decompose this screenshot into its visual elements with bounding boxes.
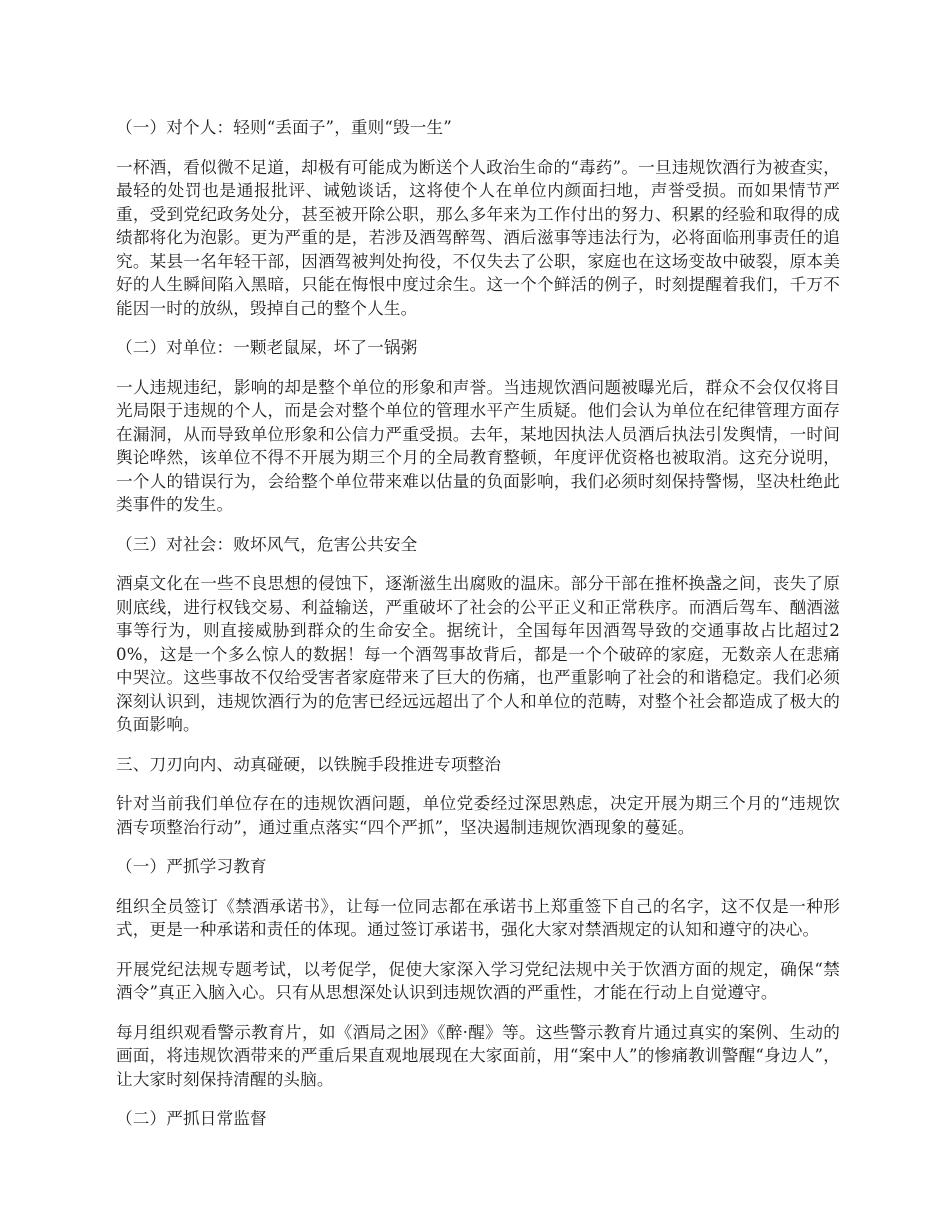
- section-heading-unit: （二）对单位：一颗老鼠屎，坏了一锅粥: [116, 338, 418, 357]
- chapter-heading-rectification: 三、刀刃向内、动真碰硬，以铁腕手段推进专项整治: [116, 754, 502, 774]
- document-body: [116, 116, 840, 1147]
- paragraph-society-impact: 酒桌文化在一些不良思想的侵蚀下，逐渐滋生出腐败的温床。部分干部在推杯换盏之间，丧失了原则底线，进行权钱交易、利益输送，严重破坏了社会的公平正义和正常秩序。而酒后驾车、酗酒滋事等行为，则直接威胁到群众的生命安全。据统计，全国每年因酒驾导致的交通事故占比超过20%，这是一个多么惊人的数据！每一个酒驾事故背后，都是一个个破碎的家庭，无数亲人在悲痛中哭泣。这些事故不仅给受害者家庭带来了巨大的伤痛，也严重影响了社会的和谐稳定。我们必须深刻认识到，违规饮酒行为的危害已经远远超出了个人和单位的范畴，对整个社会都造成了极大的负面影响。: [116, 574, 840, 734]
- section-heading-education: （一）严抓学习教育: [116, 857, 267, 876]
- paragraph-pledge: 组织全员签订《禁酒承诺书》，让每一位同志都在承诺书上郑重签下自己的名字，这不仅是一种形式，更是一种承诺和责任的体现。通过签订承诺书，强化大家对禁酒规定的认知和遵守的决心。: [116, 896, 840, 939]
- paragraph-exam: 开展党纪法规专题考试，以考促学，促使大家深入学习党纪法规中关于饮酒方面的规定，确保“禁酒令”真正入脑入心。只有从思想深处认识到违规饮酒的严重性，才能在行动上自觉遵守。: [116, 959, 840, 1002]
- section-heading-supervision: （二）严抓日常监督: [116, 1109, 267, 1128]
- section-heading-society: （三）对社会：败坏风气，危害公共安全: [116, 534, 418, 554]
- paragraph-rectification-intro: 针对当前我们单位存在的违规饮酒问题，单位党委经过深思熟虑，决定开展为期三个月的“违规饮酒专项整治行动”，通过重点落实“四个严抓”，坚决遏制违规饮酒现象的蔓延。: [116, 794, 840, 837]
- section-heading-personal: （一）对个人：轻则“丢面子”，重则“毁一生”: [116, 118, 452, 137]
- paragraph-unit-impact: 一人违规违纪，影响的却是整个单位的形象和声誉。当违规饮酒问题被曝光后，群众不会仅仅将目光局限于违规的个人，而是会对整个单位的管理水平产生质疑。他们会认为单位在纪律管理方面存在漏洞，从而导致单位形象和公信力严重受损。去年，某地因执法人员酒后执法引发舆情，一时间舆论哗然，该单位不得不开展为期三个月的全局教育整顿，年度评优资格也被取消。这充分说明，一个人的错误行为，会给整个单位带来难以估量的负面影响，我们必须时刻保持警惕，坚决杜绝此类事件的发生。: [116, 377, 840, 514]
- paragraph-personal-impact: 一杯酒，看似微不足道，却极有可能成为断送个人政治生命的“毒药”。一旦违规饮酒行为被查实，最轻的处罚也是通报批评、诫勉谈话，这将使个人在单位内颜面扫地，声誉受损。而如果情节严重，受到党纪政务处分，甚至被开除公职，那么多年来为工作付出的努力、积累的经验和取得的成绩都将化为泡影。更为严重的是，若涉及酒驾醉驾、酒后滋事等违法行为，必将面临刑事责任的追究。某县一名年轻干部，因酒驾被判处拘役，不仅失去了公职，家庭也在这场变故中破裂，原本美好的人生瞬间陷入黑暗，只能在悔恨中度过余生。这一个个鲜活的例子，时刻提醒着我们，千万不能因一时的放纵，毁掉自己的整个人生。: [116, 157, 840, 318]
- paragraph-warning-films: 每月组织观看警示教育片，如《酒局之困》《醉·醒》等。这些警示教育片通过真实的案例、生动的画面，将违规饮酒带来的严重后果直观地展现在大家面前，用“案中人”的惨痛教训警醒“身边人”，让大家时刻保持清醒的头脑。: [116, 1022, 840, 1089]
